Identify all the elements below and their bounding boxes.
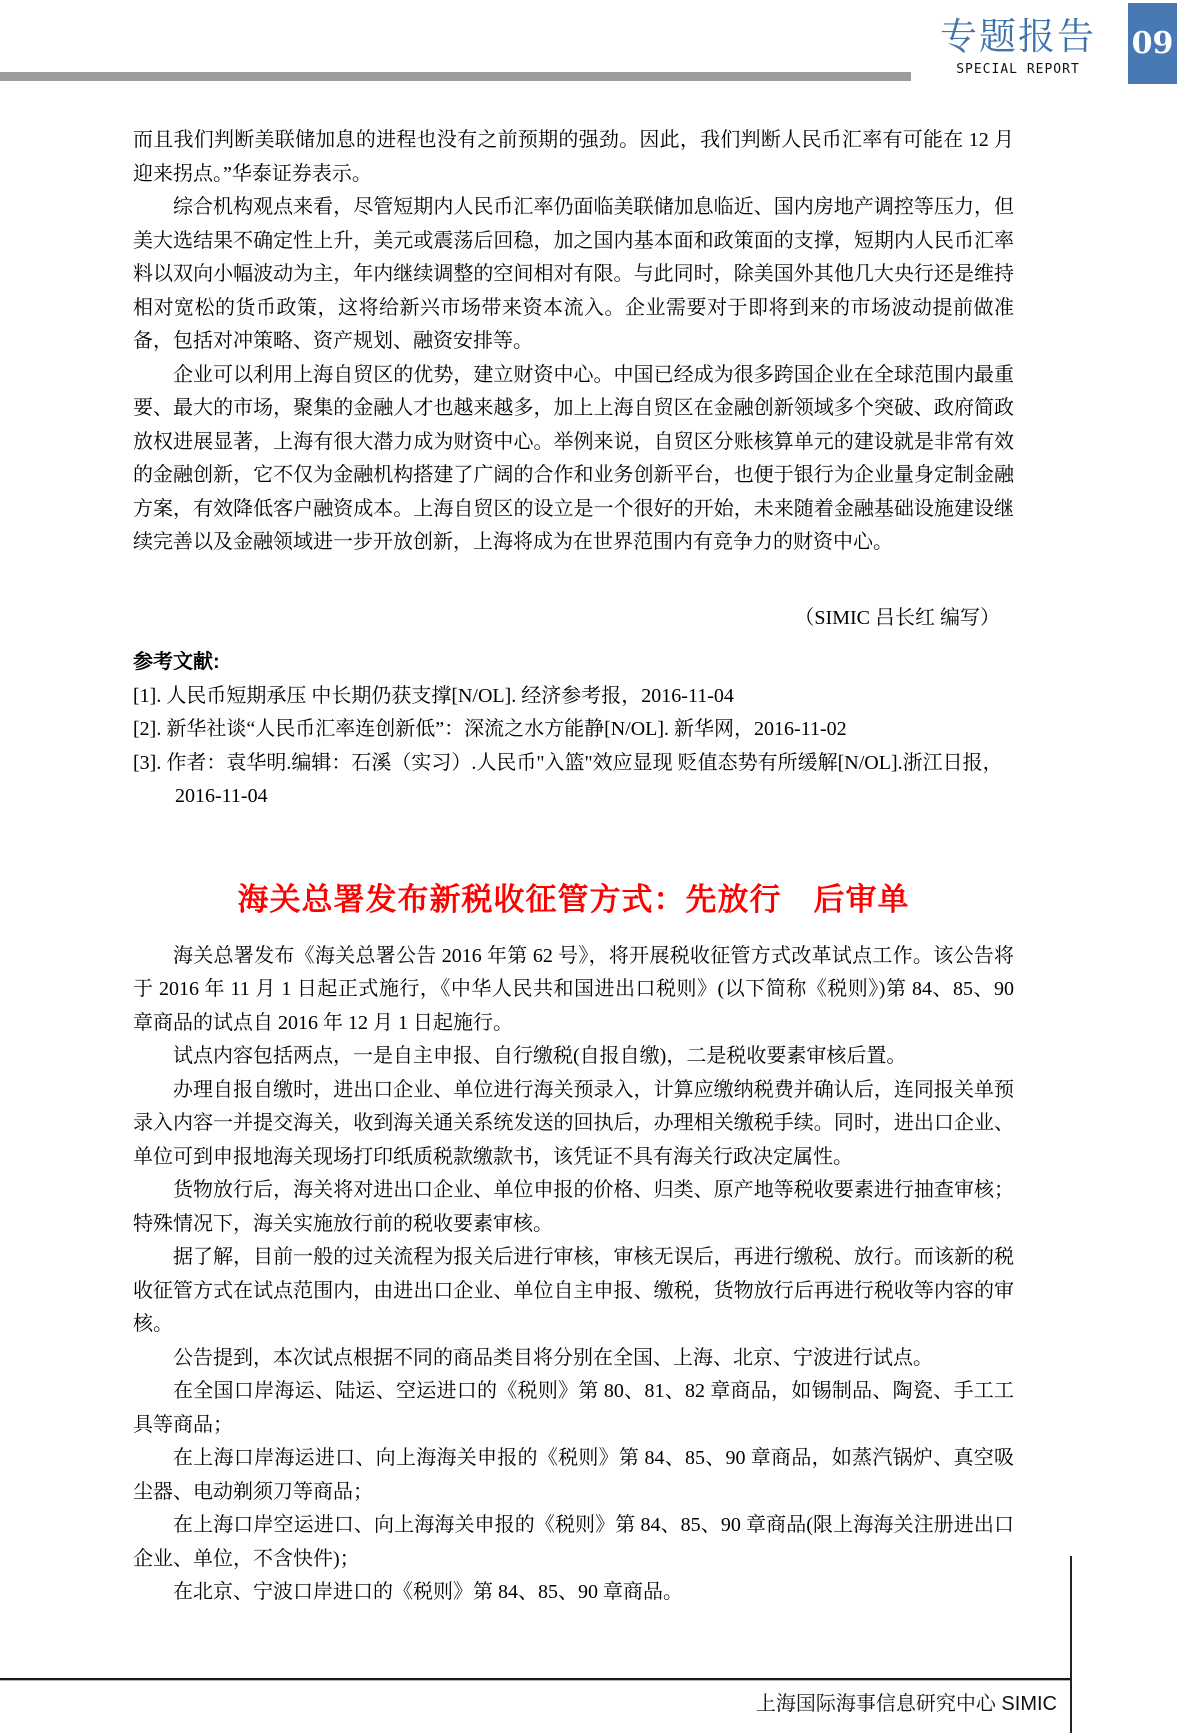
- article2-paragraph: 在全国口岸海运、陆运、空运进口的《税则》第 80、81、82 章商品，如锡制品、陶瓷、手工工具等商品；: [133, 1380, 1014, 1436]
- page-content: [133, 124, 1014, 1610]
- page-title: 专题报告: [940, 16, 1096, 57]
- references-heading: 参考文献:: [133, 651, 220, 673]
- article1-paragraph: 企业可以利用上海自贸区的优势，建立财资中心。中国已经成为很多跨国企业在全球范围内最重要、最大的市场，聚集的金融人才也越来越多，加上上海自贸区在金融创新领域多个突破、政府简政放权进展显著，上海有很大潜力成为财资中心。举例来说，自贸区分账核算单元的建设就是非常有效的金融创新，它不仅为金融机构搭建了广阔的合作和业务创新平台，也便于银行为企业量身定制金融方案，有效降低客户融资成本。上海自贸区的设立是一个很好的开始，未来随着金融基础设施建设继续完善以及金融领域进一步开放创新，上海将成为在世界范围内有竞争力的财资中心。: [133, 363, 1014, 553]
- references-section: [133, 646, 1014, 814]
- footer-text: 上海国际海事信息研究中心 SIMIC: [755, 1693, 1057, 1715]
- article2-paragraph: 试点内容包括两点，一是自主申报、自行缴税(自报自缴)，二是税收要素审核后置。: [173, 1045, 907, 1067]
- reference-item: [1]. 人民币短期承压 中长期仍获支撑[N/OL]. 经济参考报，2016-11-04: [133, 684, 734, 707]
- article1-paragraph: 综合机构观点来看，尽管短期内人民币汇率仍面临美联储加息临近、国内房地产调控等压力，但美大选结果不确定性上升，美元或震荡后回稳，加之国内基本面和政策面的支撑，短期内人民币汇率料以双向小幅波动为主，年内继续调整的空间相对有限。与此同时，除美国外其他几大央行还是维持相对宽松的货币政策，这将给新兴市场带来资本流入。企业需要对于即将到来的市场波动提前做准备，包括对冲策略、资产规划、融资安排等。: [133, 196, 1014, 352]
- byline: （SIMIC 吕长红 编写）: [794, 606, 1000, 629]
- reference-item: [2]. 新华社谈“人民币汇率连创新低”：深流之水方能静[N/OL]. 新华网，2016-11-02: [133, 718, 847, 740]
- footer-rule: [0, 1678, 1071, 1681]
- article2-paragraph: 在上海口岸海运进口、向上海海关申报的《税则》第 84、85、90 章商品，如蒸汽锅炉、真空吸尘器、电动剃须刀等商品；: [133, 1447, 1014, 1503]
- article2-paragraph: 在上海口岸空运进口、向上海海关申报的《税则》第 84、85、90 章商品(限上海海关注册进出口企业、单位，不含快件)；: [133, 1514, 1014, 1570]
- reference-item: [3]. 作者：袁华明.编辑：石溪（实习）.人民币"入篮"效应显现 贬值态势有所缓解[N/OL].浙江日报，2016-11-04: [133, 751, 1003, 807]
- header-rule: [0, 72, 911, 81]
- article2-title: 海关总署发布新税收征管方式：先放行 后审单: [237, 881, 910, 917]
- page-number-badge: [1128, 3, 1177, 84]
- article2-paragraph: 办理自报自缴时，进出口企业、单位进行海关预录入，计算应缴纳税费并确认后，连同报关单预录入内容一并提交海关，收到海关通关系统发送的回执后，办理相关缴税手续。同时，进出口企业、单位可到申报地海关现场打印纸质税款缴款书，该凭证不具有海关行政决定属性。: [133, 1078, 1014, 1168]
- article2-paragraph: 在北京、宁波口岸进口的《税则》第 84、85、90 章商品。: [173, 1581, 683, 1603]
- article2-paragraph: 公告提到，本次试点根据不同的商品类目将分别在全国、上海、北京、宁波进行试点。: [173, 1346, 933, 1369]
- article2-paragraph: 海关总署发布《海关总署公告 2016 年第 62 号》，将开展税收征管方式改革试点工作。该公告将于 2016 年 11 月 1 日起正式施行，《中华人民共和国进出口税则》(以下简称《税则》)第 84、85、90 章商品的试点自 2016 年 12 月 1 日起施行。: [133, 944, 1014, 1034]
- page-border-line: [1070, 1556, 1072, 1733]
- article2-paragraph: 据了解，目前一般的过关流程为报关后进行审核，审核无误后，再进行缴税、放行。而该新的税收征管方式在试点范围内，由进出口企业、单位自主申报、缴税，货物放行后再进行税收等内容的审核。: [133, 1246, 1014, 1335]
- page-number: 09: [1131, 26, 1174, 61]
- article2-paragraph: 货物放行后，海关将对进出口企业、单位申报的价格、归类、原产地等税收要素进行抽查审核；特殊情况下，海关实施放行前的税收要素审核。: [133, 1179, 1014, 1235]
- article1-paragraph: 而且我们判断美联储加息的进程也没有之前预期的强劲。因此，我们判断人民币汇率有可能在 12 月迎来拐点。”华泰证券表示。: [133, 129, 1014, 185]
- page-subtitle: SPECIAL REPORT: [956, 62, 1080, 77]
